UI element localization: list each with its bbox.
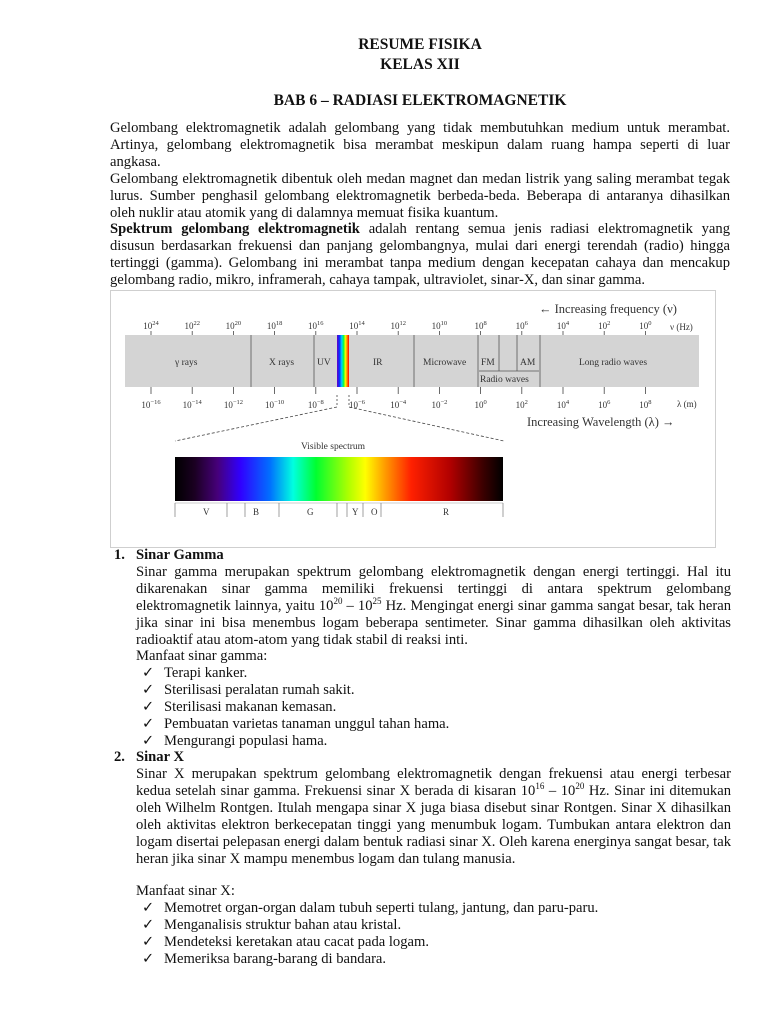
wavelength-tick-label: $10^{-8}$ xyxy=(307,399,324,410)
wavelength-tick-label: $10^8$ xyxy=(639,399,652,410)
list-item xyxy=(142,682,449,699)
wavelength-tick-label: $10^{-6}$ xyxy=(349,399,365,410)
wavelength-tick-labels xyxy=(141,399,651,410)
document-title: RESUME FISIKA xyxy=(358,36,482,53)
frequency-tick-label: $10^4$ xyxy=(556,320,570,331)
frequency-tick-label: $10^{10}$ xyxy=(431,320,448,331)
frequency-tick-label: $10^8$ xyxy=(474,320,487,331)
visible-letter-y: Y xyxy=(352,507,359,517)
visible-ticks xyxy=(175,503,503,517)
visible-band-strip xyxy=(337,335,349,387)
visible-letter-b: B xyxy=(253,507,260,517)
frequency-tick-label: $10^{16}$ xyxy=(308,320,324,331)
section-2-title: Sinar X xyxy=(136,749,184,765)
section-1-text: Sinar gamma merupakan spektrum gelombang elektromagnetik dengan energi tertinggi. Hal itu dikarenakan sinar gamma memiliki frekuensi tertinggi di antara spektrum gelombang elektromagnetik lainnya, yaitu 10 xyxy=(136,564,731,614)
wavelength-unit: λ (m) xyxy=(677,399,697,409)
em-spectrum-diagram xyxy=(111,291,715,547)
zoom-line xyxy=(175,407,337,441)
band-fm-label: FM xyxy=(481,358,495,368)
list-item-text: Memotret organ-organ dalam tubuh seperti tulang, jantung, dan paru-paru. xyxy=(164,900,599,916)
frequency-tick-label: $10^{24}$ xyxy=(143,320,159,331)
exponent: 20 xyxy=(575,781,585,792)
visible-letter-v: V xyxy=(203,507,210,517)
list-item-text: Sterilisasi makanan kemasan. xyxy=(164,698,337,715)
wavelength-tick-label: $10^0$ xyxy=(474,399,487,410)
check-icon: ✓ xyxy=(142,732,155,749)
intro-paragraph-3 xyxy=(110,221,730,289)
list-item xyxy=(142,665,449,682)
exponent: 20 xyxy=(333,595,343,606)
list-item xyxy=(142,917,598,934)
section-2-benefit-title: Manfaat sinar X: xyxy=(136,883,235,899)
spectrum-definition: adalah rentang semua jenis radiasi elektromagnetik yang disusun berdasarkan frekuensi dan panjang gelombangnya, mulai dari energi terendah (radio) hingga tertinggi (gamma). Gelombang ini merambat tanpa medium dengan kecepatan cahaya dan mencakup gelombang radio, mikro, inframerah, cahaya tampak, ultraviolet, sinar-X, dan sinar gamma. xyxy=(110,221,730,288)
intro-paragraph-2: Gelombang elektromagnetik dibentuk oleh medan magnet dan medan listrik yang saling merambat tegak lurus. Sumber penghasil gelombang elektromagnetik berbeda-beda. Beberapa di antaranya dihasilkan oleh nuklir atau atomik yang di dalamnya memuat fisika kuantum. xyxy=(110,171,730,221)
chapter-title: BAB 6 – RADIASI ELEKTROMAGNETIK xyxy=(273,92,567,109)
band-microwave-label: Microwave xyxy=(423,358,467,368)
wavelength-tick-label: $10^6$ xyxy=(598,399,611,410)
wavelength-tick-label: $10^{-14}$ xyxy=(182,399,202,410)
intro-paragraph-1: Gelombang elektromagnetik adalah gelombang yang tidak membutuhkan medium untuk merambat. Artinya, gelombang elektromagnetik bisa merambat meskipun dalam ruang hampa seperti di luar angkasa. xyxy=(110,120,730,170)
list-item-text: Mengurangi populasi hama. xyxy=(164,732,328,749)
list-item-text: Menganalisis struktur bahan atau kristal. xyxy=(164,916,402,933)
section-1-benefit-title: Manfaat sinar gamma: xyxy=(136,648,268,664)
list-item xyxy=(142,934,598,951)
list-item-text: Memeriksa barang-barang di bandara. xyxy=(164,950,387,967)
em-spectrum-figure xyxy=(110,290,716,548)
class-title: KELAS XII xyxy=(380,56,460,73)
wavelength-tick-label: $10^4$ xyxy=(556,399,570,410)
list-item xyxy=(142,900,598,917)
section-2-text: – 10 xyxy=(544,782,576,799)
section-1-heading xyxy=(114,547,224,564)
section-2-text: Sinar X merupakan spektrum gelombang elektromagnetik dengan frekuensi atau energi terbesar kedua setelah sinar gamma. Frekuensi sinar X berada di kisaran 10 xyxy=(136,766,731,799)
list-item-text: Sterilisasi peralatan rumah sakit. xyxy=(164,681,355,698)
spectrum-term: Spektrum gelombang elektromagnetik xyxy=(110,221,360,237)
wavelength-tick-label: $10^{-10}$ xyxy=(265,399,285,410)
wavelength-tick-label: $10^2$ xyxy=(515,399,528,410)
check-icon: ✓ xyxy=(142,900,155,916)
check-icon: ✓ xyxy=(142,681,155,698)
frequency-ticks xyxy=(151,331,645,335)
section-1-text: Hz. Mengingat energi sinar gamma sangat besar, tak heran jika sinar ini bisa menembus logam beberapa sentimeter. Sinar gamma dihasilkan oleh aktivitas radioaktif atau atom-atom yang tidak stabil di reaksi inti. xyxy=(136,597,732,648)
section-1-number: 1. xyxy=(114,547,125,563)
section-1-benefit-list xyxy=(142,665,449,750)
visible-letter-g: G xyxy=(307,507,314,517)
list-item xyxy=(142,733,449,750)
list-item-text: Terapi kanker. xyxy=(164,665,248,681)
visible-letter-r: R xyxy=(443,507,450,517)
band-xray-label: X rays xyxy=(269,358,295,368)
band-uv-label: UV xyxy=(317,358,331,368)
band-am-label: AM xyxy=(520,358,536,368)
frequency-tick-label: $10^{12}$ xyxy=(390,320,406,331)
check-icon: ✓ xyxy=(142,715,155,732)
section-2-heading xyxy=(114,749,184,766)
list-item xyxy=(142,951,598,968)
frequency-axis-title: ← Increasing frequency (ν) xyxy=(539,302,677,316)
exponent: 25 xyxy=(372,595,382,606)
check-icon: ✓ xyxy=(142,950,155,967)
section-2-text: Hz. Sinar ini ditemukan oleh Wilhelm Rontgen. Itulah mengapa sinar X juga biasa disebut sinar Rontgen. Sinar X dihasilkan oleh aktivitas elektron berkecepatan tinggi yang menumbuk logam. Tumbukan antara elektron dan logam disertai pelepasan energi dalam bentuk radiasi sinar X. Oleh karena energinya sangat besar, tak heran jika sinar X mampu menembus logam dan tulang manusia. xyxy=(136,782,732,867)
list-item xyxy=(142,716,449,733)
check-icon: ✓ xyxy=(142,698,155,715)
list-item xyxy=(142,699,449,716)
wavelength-axis-title: Increasing Wavelength (λ) → xyxy=(527,415,675,429)
radio-waves-label: Radio waves xyxy=(480,375,529,385)
zoom-line xyxy=(349,407,504,441)
exponent: 16 xyxy=(535,781,545,792)
frequency-tick-label: $10^{18}$ xyxy=(266,320,283,331)
check-icon: ✓ xyxy=(142,665,155,681)
wavelength-tick-label: $10^{-2}$ xyxy=(431,399,448,410)
section-1-title: Sinar Gamma xyxy=(136,547,224,563)
check-icon: ✓ xyxy=(142,933,155,950)
frequency-tick-label: $10^{14}$ xyxy=(349,320,365,331)
visible-spectrum-bar xyxy=(175,457,503,501)
band-gamma-label: γ rays xyxy=(175,358,198,368)
section-1-body xyxy=(136,564,731,649)
list-item-text: Mendeteksi keretakan atau cacat pada logam. xyxy=(164,933,429,950)
frequency-tick-label: $10^{20}$ xyxy=(225,320,242,331)
frequency-tick-label: $10^2$ xyxy=(598,320,611,331)
band-long-radio-label: Long radio waves xyxy=(579,358,648,368)
wavelength-tick-label: $10^{-4}$ xyxy=(390,399,407,410)
frequency-tick-labels xyxy=(143,320,651,331)
frequency-tick-label: $10^6$ xyxy=(515,320,528,331)
frequency-tick-label: $10^0$ xyxy=(639,320,652,331)
list-item-text: Pembuatan varietas tanaman unggul tahan hama. xyxy=(164,715,450,732)
section-2-benefit-list xyxy=(142,900,598,968)
section-2-number: 2. xyxy=(114,749,125,765)
wavelength-tick-label: $10^{-16}$ xyxy=(141,399,161,410)
visible-letter-o: O xyxy=(371,507,378,517)
wavelength-ticks xyxy=(151,387,645,394)
wavelength-tick-label: $10^{-12}$ xyxy=(223,399,243,410)
check-icon: ✓ xyxy=(142,916,155,933)
visible-spectrum-title: Visible spectrum xyxy=(301,442,366,452)
frequency-tick-label: $10^{22}$ xyxy=(184,320,200,331)
frequency-unit: ν (Hz) xyxy=(670,322,693,332)
section-1-text: – 10 xyxy=(342,597,373,614)
section-2-body xyxy=(136,766,731,867)
band-ir-label: IR xyxy=(373,358,383,368)
